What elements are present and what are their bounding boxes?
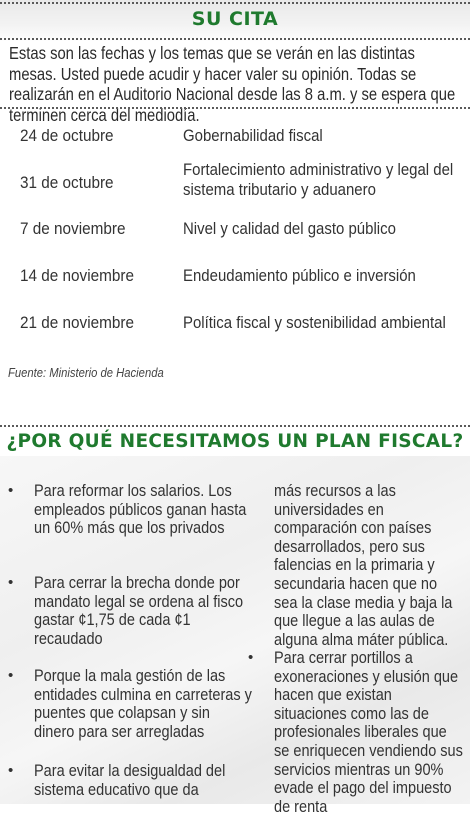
schedule-date: 24 de octubre [20,126,114,145]
bullet-icon: • [248,649,254,666]
top-dotted-rule [0,2,470,4]
schedule-topic: Endeudamiento público e inversión [183,266,416,285]
schedule-date: 21 de noviembre [20,313,134,332]
bullet-icon: • [8,482,14,499]
schedule-topic: Nivel y calidad del gasto público [183,219,396,238]
schedule-date: 31 de octubre [20,173,114,192]
reason-continuation: más recursos a las universidades en comparación con países desarrollados, pero sus falencias en la primaria y secundaria hacen que no sea la clase media y baja la que llegue a las aulas de alguna alma máter pública. [274,482,453,649]
bullet-icon: • [8,667,14,684]
reason-item: Para reformar los salarios. Los empleados públicos ganan hasta un 60% más que los privados [34,482,247,538]
reason-item: Porque la mala gestión de las entidades culmina en carreteras y puentes que colapsan y sin dinero para ser arregladas [34,667,252,741]
section2-top-rule [0,425,470,427]
source-note: Fuente: Ministerio de Hacienda [8,366,164,380]
schedule-topic: Política fiscal y sostenibilidad ambiental [183,313,446,332]
section1-title-rule [0,38,470,40]
section1-title: SU CITA [191,8,279,30]
schedule-top-rule [0,107,470,109]
reason-item: Para evitar la desigualdad del sistema educativo que da [34,762,226,799]
bullet-icon: • [8,762,14,779]
reason-item: Para cerrar portillos a exoneraciones y elusión que hacen que existan situaciones como las de profesionales liberales que se enriquecen vendiendo sus servicios mientras un 90% evade el pago del impuesto de renta [274,649,463,816]
schedule-topic: Fortalecimiento administrativo y legal del sistema tributario y aduanero [183,160,454,199]
section2-title: ¿POR QUÉ NECESITAMOS UN PLAN FISCAL? [6,431,464,452]
bullet-icon: • [8,574,14,591]
schedule-date: 7 de noviembre [20,219,126,238]
reason-item: Para cerrar la brecha donde por mandato legal se ordena al fisco gastar ¢1,75 de cada ¢1 recaudado [34,574,244,648]
section1-intro: Estas son las fechas y los temas que se verán en las distintas mesas. Usted puede acudir y hacer valer su opinión. Todas se realizarán en el Auditorio Nacional desde las 8 a.m. y se espera que terminen cerca del mediodía. [9,43,456,125]
schedule-date: 14 de noviembre [20,266,134,285]
schedule-topic: Gobernabilidad fiscal [183,126,323,145]
